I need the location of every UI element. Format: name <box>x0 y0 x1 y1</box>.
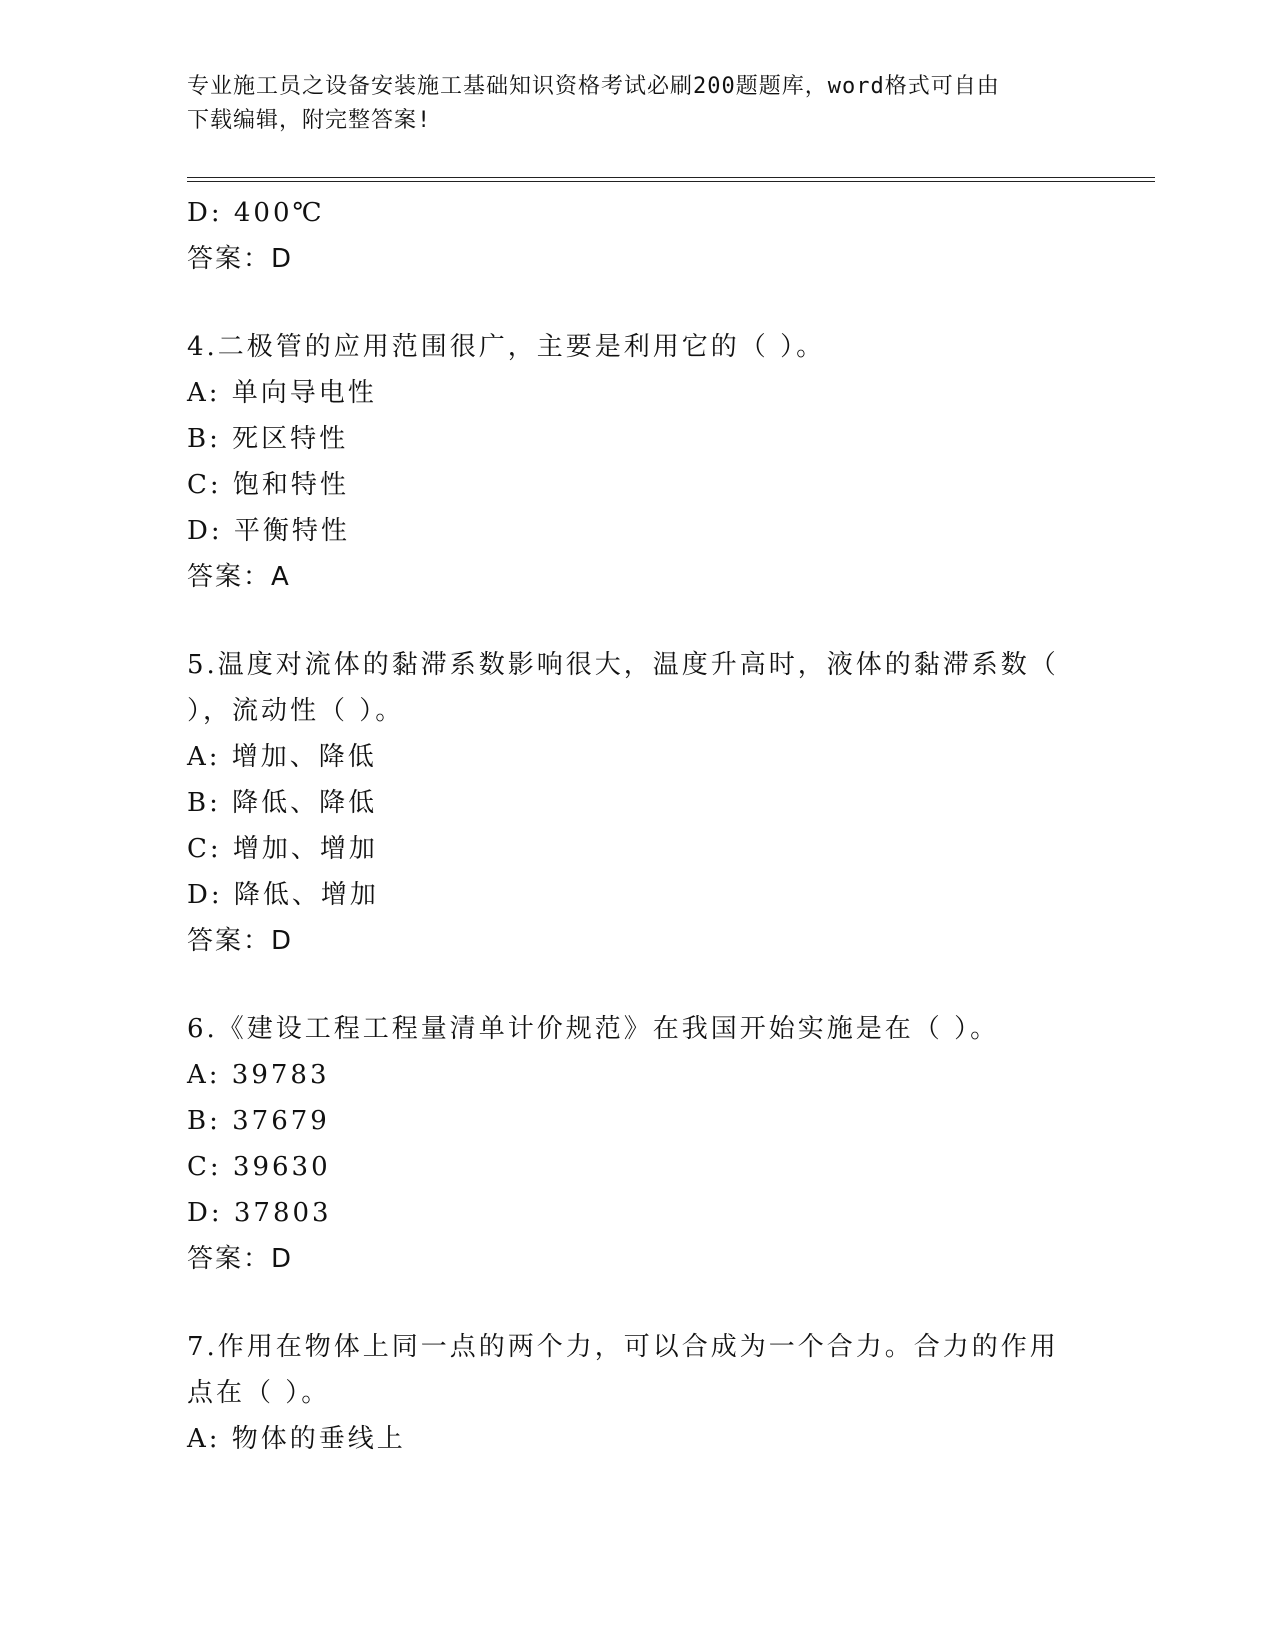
q4-option-d: D: 平衡特性 <box>187 516 350 546</box>
q6-stem: 6.《建设工程工程量清单计价规范》在我国开始实施是在（ ）。 <box>187 1014 1000 1044</box>
q6-option-c: C: 39630 <box>187 1152 331 1182</box>
header-divider <box>187 177 1155 182</box>
document-header <box>187 70 1077 138</box>
q5-answer: 答案：D <box>187 926 294 956</box>
header-line-2: 下载编辑，附完整答案! <box>187 108 432 133</box>
q7-option-a: A: 物体的垂线上 <box>187 1424 406 1454</box>
q5-stem-line-1: 5.温度对流体的黏滞系数影响很大，温度升高时，液体的黏滞系数（ <box>187 650 1059 680</box>
q6-option-a: A: 39783 <box>187 1060 330 1090</box>
spacer <box>187 282 1067 324</box>
q7-stem-line-2: 点在（ ）。 <box>187 1378 331 1408</box>
q4-stem: 4.二极管的应用范围很广，主要是利用它的（ ）。 <box>187 332 826 362</box>
header-line-1: 专业施工员之设备安装施工基础知识资格考试必刷200题题库，word格式可自由 <box>187 74 1000 99</box>
q5-option-b: B: 降低、降低 <box>187 788 378 818</box>
q4-option-c: C: 饱和特性 <box>187 470 349 500</box>
q5-option-d: D: 降低、增加 <box>187 880 379 910</box>
q4-option-b: B: 死区特性 <box>187 424 349 454</box>
q6-option-d: D: 37803 <box>187 1198 332 1228</box>
q3-option-d: D: 400℃ <box>187 198 325 228</box>
spacer <box>187 1282 1067 1324</box>
spacer <box>187 600 1067 642</box>
question-list <box>187 190 1067 1462</box>
spacer <box>187 964 1067 1006</box>
q5-option-c: C: 增加、增加 <box>187 834 378 864</box>
q4-option-a: A: 单向导电性 <box>187 378 377 408</box>
q6-option-b: B: 37679 <box>187 1106 330 1136</box>
q6-answer: 答案：D <box>187 1244 294 1274</box>
q4-answer: 答案：A <box>187 562 291 592</box>
q3-answer: 答案：D <box>187 244 294 274</box>
q7-stem-line-1: 7.作用在物体上同一点的两个力，可以合成为一个合力。合力的作用 <box>187 1332 1059 1362</box>
q5-stem-line-2: ），流动性（ ）。 <box>187 696 405 726</box>
q5-option-a: A: 增加、降低 <box>187 742 377 772</box>
